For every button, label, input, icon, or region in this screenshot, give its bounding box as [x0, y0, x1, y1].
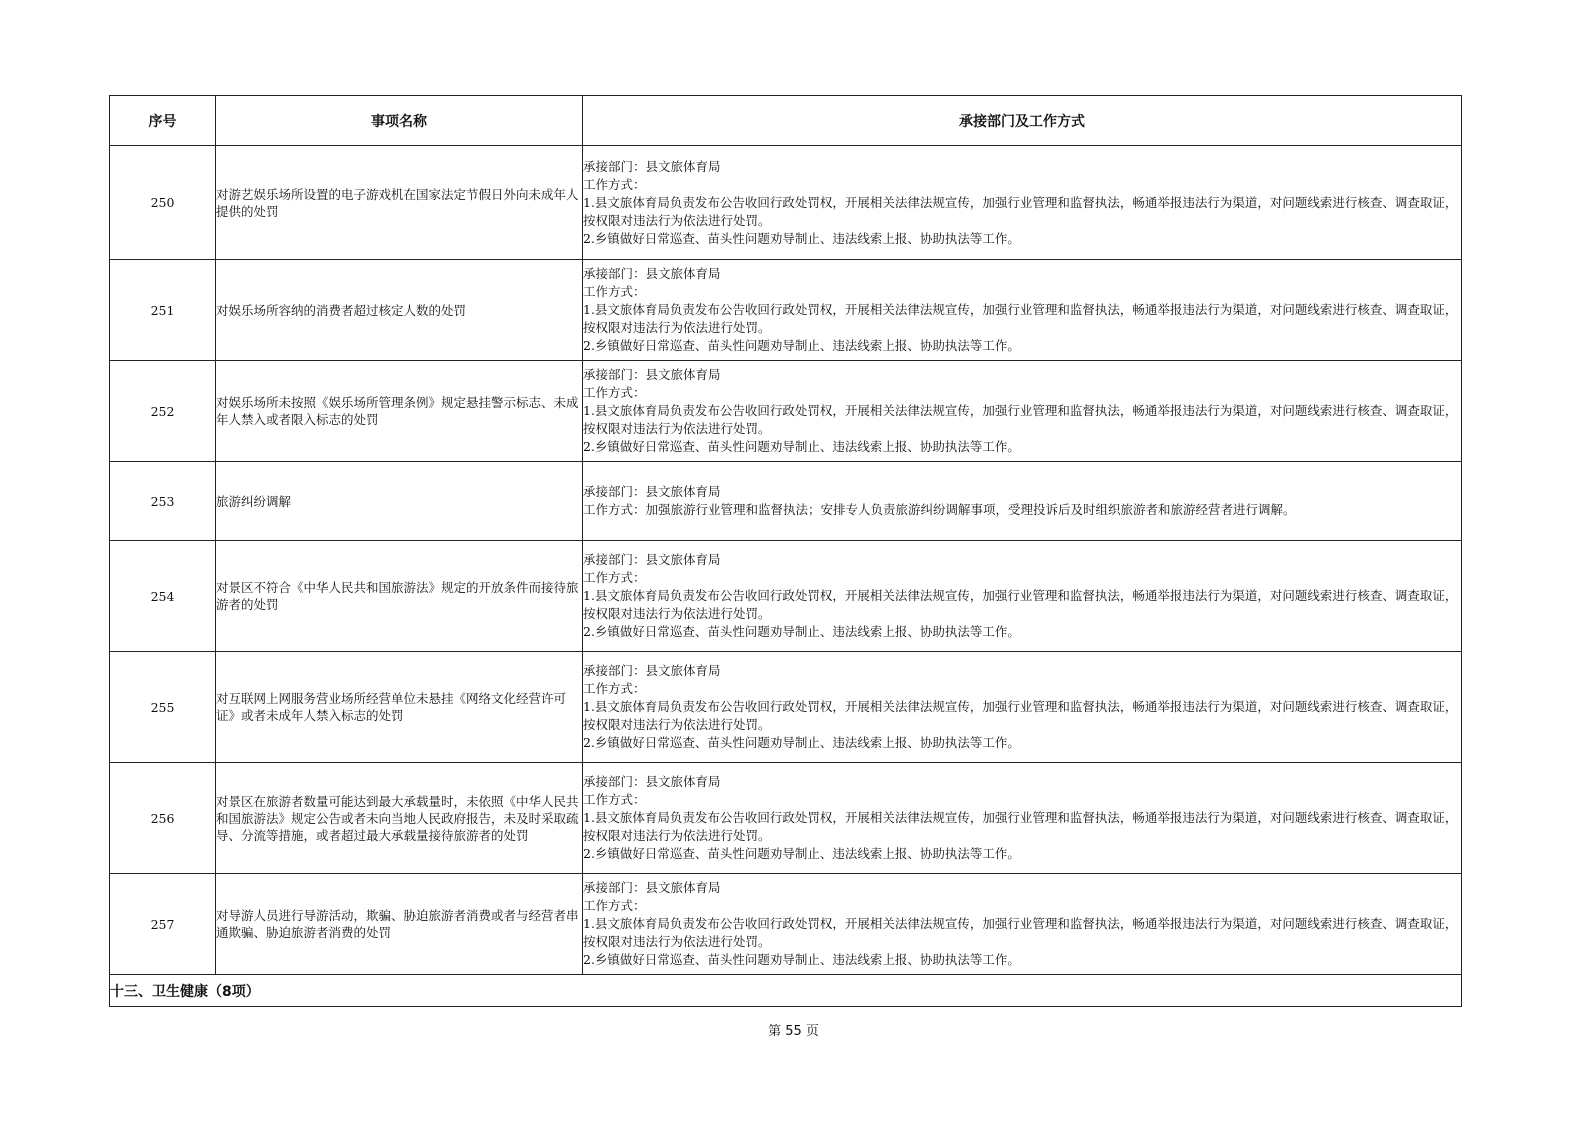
row-dept	[583, 763, 1462, 874]
header-name: 事项名称	[216, 96, 583, 146]
document-table	[109, 95, 1462, 1007]
dept-line: 工作方式：	[583, 681, 646, 696]
row-seq: 251	[110, 260, 216, 361]
table-row	[110, 652, 1462, 763]
row-name: 对娱乐场所容纳的消费者超过核定人数的处罚	[216, 260, 583, 361]
dept-line: 2.乡镇做好日常巡查、苗头性问题劝导制止、违法线索上报、协助执法等工作。	[583, 624, 1020, 639]
dept-line: 承接部门：县文旅体育局	[583, 663, 721, 678]
row-dept	[583, 462, 1462, 541]
dept-line: 承接部门：县文旅体育局	[583, 774, 721, 789]
row-seq: 255	[110, 652, 216, 763]
row-seq: 257	[110, 874, 216, 975]
row-dept	[583, 541, 1462, 652]
dept-line: 2.乡镇做好日常巡查、苗头性问题劝导制止、违法线索上报、协助执法等工作。	[583, 846, 1020, 861]
row-name: 对景区在旅游者数量可能达到最大承载量时，未依照《中华人民共和国旅游法》规定公告或者未向当地人民政府报告，未及时采取疏导、分流等措施，或者超过最大承载量接待旅游者的处罚	[216, 763, 583, 874]
dept-line: 承接部门：县文旅体育局	[583, 158, 721, 174]
header-seq: 序号	[110, 96, 216, 146]
dept-line: 工作方式：	[583, 385, 646, 400]
dept-line: 2.乡镇做好日常巡查、苗头性问题劝导制止、违法线索上报、协助执法等工作。	[583, 230, 1020, 246]
row-dept	[583, 874, 1462, 975]
dept-line: 2.乡镇做好日常巡查、苗头性问题劝导制止、违法线索上报、协助执法等工作。	[583, 338, 1020, 353]
row-seq: 253	[110, 462, 216, 541]
section-heading: 十三、卫生健康（8项）	[110, 975, 1462, 1007]
dept-line: 工作方式：	[583, 570, 646, 585]
dept-line: 2.乡镇做好日常巡查、苗头性问题劝导制止、违法线索上报、协助执法等工作。	[583, 439, 1020, 454]
header-dept: 承接部门及工作方式	[583, 96, 1462, 146]
table-row	[110, 874, 1462, 975]
dept-line: 承接部门：县文旅体育局	[583, 552, 721, 567]
dept-line: 1.县文旅体育局负责发布公告收回行政处罚权，开展相关法律法规宣传，加强行业管理和监督执法，畅通举报违法行为渠道，对问题线索进行核查、调查取证，按权限对违法行为依法进行处罚。	[583, 699, 1458, 732]
table-header-row	[110, 96, 1462, 146]
dept-line: 1.县文旅体育局负责发布公告收回行政处罚权，开展相关法律法规宣传，加强行业管理和监督执法，畅通举报违法行为渠道，对问题线索进行核查、调查取证，按权限对违法行为依法进行处罚。	[583, 403, 1458, 436]
row-seq: 256	[110, 763, 216, 874]
table-row	[110, 146, 1462, 260]
row-seq: 252	[110, 361, 216, 462]
dept-line: 2.乡镇做好日常巡查、苗头性问题劝导制止、违法线索上报、协助执法等工作。	[583, 952, 1020, 967]
row-name: 对游艺娱乐场所设置的电子游戏机在国家法定节假日外向未成年人提供的处罚	[216, 146, 583, 260]
row-name: 对娱乐场所未按照《娱乐场所管理条例》规定悬挂警示标志、未成年人禁入或者限入标志的处罚	[216, 361, 583, 462]
table-row	[110, 260, 1462, 361]
page-number: 第 55 页	[768, 1024, 819, 1039]
dept-line: 工作方式：	[583, 176, 646, 192]
dept-line: 承接部门：县文旅体育局	[583, 880, 721, 895]
table-row	[110, 361, 1462, 462]
dept-line: 2.乡镇做好日常巡查、苗头性问题劝导制止、违法线索上报、协助执法等工作。	[583, 735, 1020, 750]
row-name: 对互联网上网服务营业场所经营单位未悬挂《网络文化经营许可证》或者未成年人禁入标志的处罚	[216, 652, 583, 763]
table-row	[110, 541, 1462, 652]
table-row	[110, 462, 1462, 541]
row-dept	[583, 146, 1462, 260]
dept-line: 工作方式：	[583, 792, 646, 807]
dept-line: 1.县文旅体育局负责发布公告收回行政处罚权，开展相关法律法规宣传，加强行业管理和监督执法，畅通举报违法行为渠道，对问题线索进行核查、调查取证，按权限对违法行为依法进行处罚。	[583, 588, 1458, 621]
dept-line: 承接部门：县文旅体育局	[583, 484, 721, 499]
row-name: 对导游人员进行导游活动，欺骗、胁迫旅游者消费或者与经营者串通欺骗、胁迫旅游者消费的处罚	[216, 874, 583, 975]
dept-line: 1.县文旅体育局负责发布公告收回行政处罚权，开展相关法律法规宣传，加强行业管理和监督执法，畅通举报违法行为渠道，对问题线索进行核查、调查取证，按权限对违法行为依法进行处罚。	[583, 916, 1458, 949]
row-name: 旅游纠纷调解	[216, 462, 583, 541]
row-seq: 250	[110, 146, 216, 260]
dept-line: 承接部门：县文旅体育局	[583, 367, 721, 382]
dept-line: 工作方式：	[583, 898, 646, 913]
section-row	[110, 975, 1462, 1007]
row-dept	[583, 652, 1462, 763]
row-name: 对景区不符合《中华人民共和国旅游法》规定的开放条件而接待旅游者的处罚	[216, 541, 583, 652]
table-body	[110, 146, 1462, 1007]
row-seq: 254	[110, 541, 216, 652]
dept-line: 1.县文旅体育局负责发布公告收回行政处罚权，开展相关法律法规宣传，加强行业管理和监督执法，畅通举报违法行为渠道，对问题线索进行核查、调查取证，按权限对违法行为依法进行处罚。	[583, 194, 1458, 228]
dept-line: 承接部门：县文旅体育局	[583, 266, 721, 281]
dept-line: 1.县文旅体育局负责发布公告收回行政处罚权，开展相关法律法规宣传，加强行业管理和监督执法，畅通举报违法行为渠道，对问题线索进行核查、调查取证，按权限对违法行为依法进行处罚。	[583, 302, 1458, 335]
dept-line: 工作方式：加强旅游行业管理和监督执法；安排专人负责旅游纠纷调解事项，受理投诉后及时组织旅游者和旅游经营者进行调解。	[583, 502, 1296, 517]
row-dept	[583, 361, 1462, 462]
table-row	[110, 763, 1462, 874]
dept-line: 工作方式：	[583, 284, 646, 299]
row-dept	[583, 260, 1462, 361]
dept-line: 1.县文旅体育局负责发布公告收回行政处罚权，开展相关法律法规宣传，加强行业管理和监督执法，畅通举报违法行为渠道，对问题线索进行核查、调查取证，按权限对违法行为依法进行处罚。	[583, 810, 1458, 843]
